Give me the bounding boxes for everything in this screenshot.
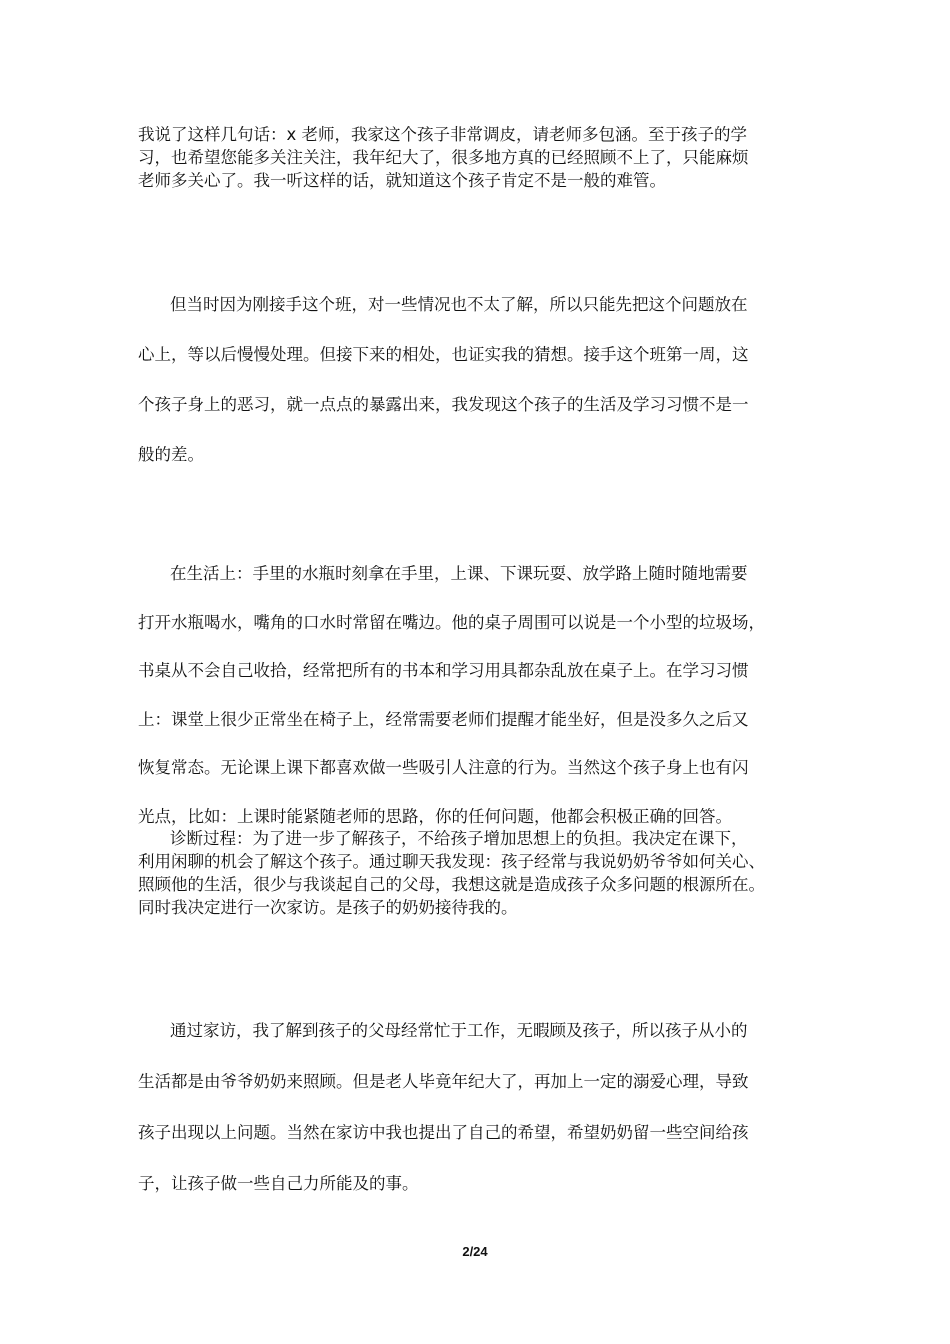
paragraph-daily-life [138,550,828,842]
text-line: 恢复常态。无论课上课下都喜欢做一些吸引人注意的行为。当然这个孩子身上也有闪 [138,758,749,778]
text-line: 照顾他的生活，很少与我谈起自己的父母，我想这就是造成孩子众多问题的根源所在。 [138,875,765,894]
text-line: 光点，比如：上课时能紧随老师的思路，你的任何问题，他都会积极正确的回答。 [138,806,732,826]
text-line: 生活都是由爷爷奶奶来照顾。但是老人毕竟年纪大了，再加上一定的溺爱心理，导致 [138,1072,749,1091]
paragraph-grandmother-words [138,123,828,192]
paragraph-home-visit [138,1005,828,1209]
text-line: 习，也希望您能多关注关注，我年纪大了，很多地方真的已经照顾不上了，只能麻烦 [138,148,749,167]
text-line: 打开水瓶喝水，嘴角的口水时常留在嘴边。他的桌子周围可以说是一个小型的垃圾场， [138,612,765,632]
text-line: 老师多关心了。我一听这样的话，就知道这个孩子肯定不是一般的难管。 [138,171,666,190]
page-number: 2/24 [462,1244,488,1259]
text-line: 但当时因为刚接手这个班，对一些情况也不太了解，所以只能先把这个问题放在 [170,295,748,314]
text-line: 我说了这样几句话：x 老师，我家这个孩子非常调皮，请老师多包涵。至于孩子的学 [138,125,748,144]
text-line: 子，让孩子做一些自己力所能及的事。 [138,1174,419,1193]
text-line: 通过家访，我了解到孩子的父母经常忙于工作，无暇顾及孩子，所以孩子从小的 [170,1021,748,1040]
text-line: 上：课堂上很少正常坐在椅子上，经常需要老师们提醒才能坐好，但是没多久之后又 [138,709,749,729]
paragraph-diagnosis-process [138,827,828,919]
text-line: 孩子出现以上问题。当然在家访中我也提出了自己的希望，希望奶奶留一些空间给孩 [138,1123,749,1142]
text-line: 诊断过程：为了进一步了解孩子，不给孩子增加思想上的负担。我决定在课下， [170,829,748,848]
text-line: 心上，等以后慢慢处理。但接下来的相处，也证实我的猜想。接手这个班第一周，这 [138,345,749,364]
text-line: 书桌从不会自己收拾，经常把所有的书本和学习用具都杂乱放在桌子上。在学习习惯 [138,661,749,681]
text-line: 个孩子身上的恶习，就一点点的暴露出来，我发现这个孩子的生活及学习习惯不是一 [138,395,749,414]
paragraph-taking-over-class [138,280,828,480]
text-line: 同时我决定进行一次家访。是孩子的奶奶接待我的。 [138,898,518,917]
text-line: 般的差。 [138,445,204,464]
text-line: 在生活上：手里的水瓶时刻拿在手里，上课、下课玩耍、放学路上随时随地需要 [170,564,748,583]
text-line: 利用闲聊的机会了解这个孩子。通过聊天我发现：孩子经常与我说奶奶爷爷如何关心、 [138,852,765,871]
